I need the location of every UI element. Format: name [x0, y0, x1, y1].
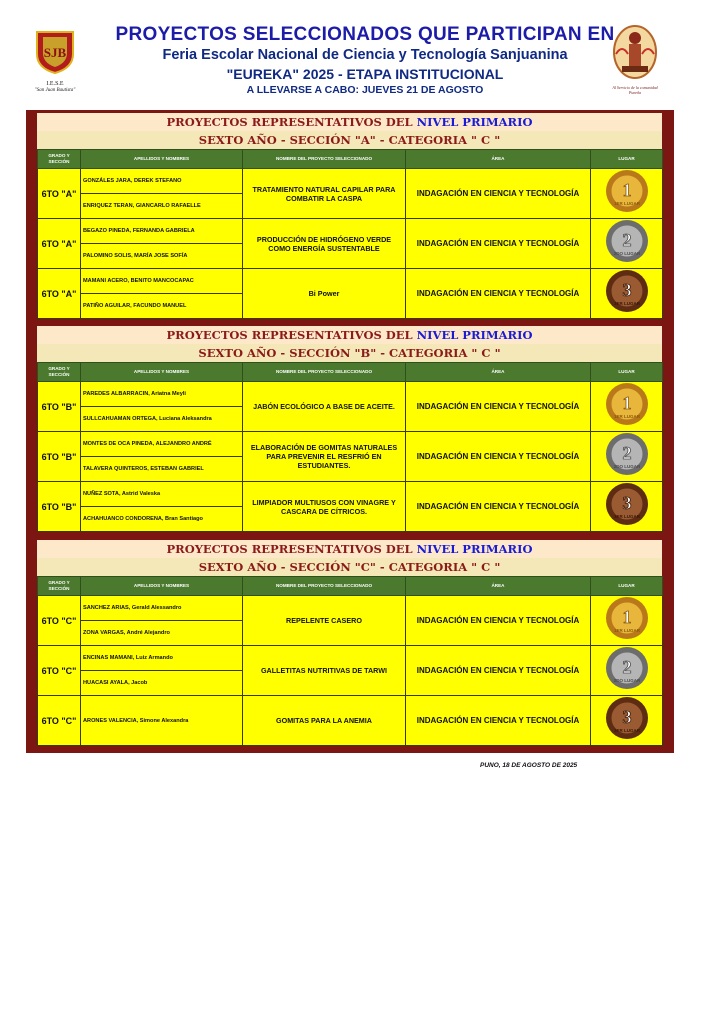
document-date: PUNO, 18 DE AGOSTO DE 2025	[480, 762, 578, 769]
place-cell	[591, 169, 663, 219]
project-name: GOMITAS PARA LA ANEMIA	[243, 696, 406, 746]
section-title-prefix: PROYECTOS REPRESENTATIVOS DEL	[166, 115, 413, 129]
grado-cell: 6TO "A"	[38, 169, 81, 219]
silver-medal-icon	[603, 219, 651, 263]
student-name: NUÑEZ SOTA, Astrid Valeska	[81, 482, 243, 507]
medal-number: 1	[622, 180, 631, 200]
section-subtitle: SEXTO AÑO - SECCIÓN "C" - CATEGORIA " C "	[37, 558, 662, 576]
project-name: GALLETITAS NUTRITIVAS DE TARWI	[243, 646, 406, 696]
place-cell	[591, 382, 663, 432]
student-name: SULLCAHUAMAN ORTEGA, Luciana Aleksandra	[81, 407, 243, 432]
section-title-highlight: NIVEL PRIMARIO	[416, 328, 533, 342]
section-subtitle: SEXTO AÑO - SECCIÓN "A" - CATEGORIA " C "	[37, 131, 662, 149]
student-name: ACHAHUANCO CONDORENA, Bran Santiago	[81, 507, 243, 532]
area-cell: INDAGACIÓN EN CIENCIA Y TECNOLOGÍA	[406, 382, 591, 432]
area-cell: INDAGACIÓN EN CIENCIA Y TECNOLOGÍA	[406, 219, 591, 269]
area-cell: INDAGACIÓN EN CIENCIA Y TECNOLOGÍA	[406, 432, 591, 482]
title-line-3: "EUREKA" 2025 - ETAPA INSTITUCIONAL	[226, 66, 504, 82]
student-name: ARONES VALENCIA, Simone Alexandra	[81, 696, 243, 746]
grado-cell: 6TO "B"	[38, 382, 81, 432]
medal-number: 3	[622, 493, 631, 513]
table-row	[38, 269, 663, 294]
anniversary-caption: Al Servicio de la comunidad Puneña	[612, 85, 658, 95]
grado-cell: 6TO "C"	[38, 596, 81, 646]
col-area: ÁREA	[406, 363, 591, 382]
area-cell: INDAGACIÓN EN CIENCIA Y TECNOLOGÍA	[406, 696, 591, 746]
logo-letters: SJB	[43, 45, 67, 60]
col-lugar: LUGAR	[591, 363, 663, 382]
col-proyecto: NOMBRE DEL PROYECTO SELECCIONADO	[243, 150, 406, 169]
area-cell: INDAGACIÓN EN CIENCIA Y TECNOLOGÍA	[406, 482, 591, 532]
table-header-row	[38, 363, 663, 382]
col-nombres: APELLIDOS Y NOMBRES	[81, 577, 243, 596]
section-title	[37, 540, 662, 558]
section-title-prefix: PROYECTOS REPRESENTATIVOS DEL	[166, 328, 413, 342]
col-lugar: LUGAR	[591, 150, 663, 169]
section-title-prefix: PROYECTOS REPRESENTATIVOS DEL	[166, 542, 413, 556]
student-name: PATIÑO AGUILAR, FACUNDO MANUEL	[81, 294, 243, 319]
table-row	[38, 219, 663, 244]
place-cell	[591, 646, 663, 696]
medal-number: 3	[622, 707, 631, 727]
table-row	[38, 596, 663, 621]
student-name: GONZÁLES JARA, DEREK STEFANO	[81, 169, 243, 194]
place-cell	[591, 219, 663, 269]
silver-medal-icon	[603, 646, 651, 690]
medal-number: 2	[622, 657, 631, 677]
gold-medal-icon	[603, 596, 651, 640]
col-lugar: LUGAR	[591, 577, 663, 596]
project-name: LIMPIADOR MULTIUSOS CON VINAGRE Y CASCARA DE CÍTRICOS.	[243, 482, 406, 532]
table-row	[38, 696, 663, 746]
grado-cell: 6TO "A"	[38, 219, 81, 269]
section-title	[37, 326, 662, 344]
medal-label: 3ER LUGAR	[613, 514, 640, 519]
logo-caption-2: "San Juan Bautista"	[34, 88, 76, 93]
project-name: PRODUCCIÓN DE HIDRÓGENO VERDE COMO ENERGÍA SUSTENTABLE	[243, 219, 406, 269]
results-table	[37, 576, 663, 746]
grado-cell: 6TO "B"	[38, 432, 81, 482]
medal-number: 1	[622, 393, 631, 413]
place-cell	[591, 269, 663, 319]
table-header-row	[38, 577, 663, 596]
table-row	[38, 646, 663, 671]
medal-label: 2DO LUGAR	[613, 251, 640, 256]
col-grado: GRADO Y SECCIÓN	[38, 363, 81, 382]
grado-cell: 6TO "C"	[38, 646, 81, 696]
section-c	[37, 540, 662, 746]
document-header	[0, 0, 724, 105]
section-title-highlight: NIVEL PRIMARIO	[416, 542, 533, 556]
shield-icon	[35, 28, 75, 74]
col-proyecto: NOMBRE DEL PROYECTO SELECCIONADO	[243, 363, 406, 382]
section-b	[37, 326, 662, 532]
student-name: PALOMINO SOLIS, MARÍA JOSE SOFÍA	[81, 244, 243, 269]
grado-cell: 6TO "B"	[38, 482, 81, 532]
student-name: MAMANI ACERO, BENITO MANCOCAPAC	[81, 269, 243, 294]
monument-icon	[612, 24, 658, 80]
col-grado: GRADO Y SECCIÓN	[38, 150, 81, 169]
project-name: TRATAMIENTO NATURAL CAPILAR PARA COMBATIR LA CASPA	[243, 169, 406, 219]
results-table	[37, 149, 663, 319]
area-cell: INDAGACIÓN EN CIENCIA Y TECNOLOGÍA	[406, 269, 591, 319]
section-a	[37, 113, 662, 319]
section-title-highlight: NIVEL PRIMARIO	[416, 115, 533, 129]
project-name: ELABORACIÓN DE GOMITAS NATURALES PARA PREVENIR EL RESFRIÓ EN ESTUDIANTES.	[243, 432, 406, 482]
col-nombres: APELLIDOS Y NOMBRES	[81, 363, 243, 382]
medal-number: 2	[622, 230, 631, 250]
medal-label: 1ER LUGAR	[613, 628, 640, 633]
student-name: TALAVERA QUINTEROS, ESTEBAN GABRIEL	[81, 457, 243, 482]
table-row	[38, 382, 663, 407]
student-name: SANCHEZ ARIAS, Gerald Alessandro	[81, 596, 243, 621]
table-row	[38, 169, 663, 194]
silver-medal-icon	[603, 432, 651, 476]
col-nombres: APELLIDOS Y NOMBRES	[81, 150, 243, 169]
medal-label: 2DO LUGAR	[613, 678, 640, 683]
title-line-2: Feria Escolar Nacional de Ciencia y Tecnología Sanjuanina	[162, 47, 568, 63]
place-cell	[591, 482, 663, 532]
area-cell: INDAGACIÓN EN CIENCIA Y TECNOLOGÍA	[406, 646, 591, 696]
title-line-4: A LLEVARSE A CABO: JUEVES 21 DE AGOSTO	[246, 84, 484, 96]
grado-cell: 6TO "C"	[38, 696, 81, 746]
student-name: PAREDES ALBARRACIN, Ariatna Meyli	[81, 382, 243, 407]
section-title	[37, 113, 662, 131]
anniversary-logo	[612, 24, 658, 95]
medal-label: 1ER LUGAR	[613, 414, 640, 419]
medal-label: 3ER LUGAR	[613, 728, 640, 733]
place-cell	[591, 432, 663, 482]
medal-number: 2	[622, 443, 631, 463]
school-logo	[30, 28, 80, 96]
student-name: MONTES DE OCA PINEDA, ALEJANDRO ANDRÉ	[81, 432, 243, 457]
title-line-1: PROYECTOS SELECCIONADOS QUE PARTICIPAN EN	[115, 24, 615, 45]
table-row	[38, 482, 663, 507]
place-cell	[591, 596, 663, 646]
medal-label: 3ER LUGAR	[613, 301, 640, 306]
col-area: ÁREA	[406, 150, 591, 169]
medal-label: 1ER LUGAR	[613, 201, 640, 206]
area-cell: INDAGACIÓN EN CIENCIA Y TECNOLOGÍA	[406, 596, 591, 646]
project-name: JABÓN ECOLÓGICO A BASE DE ACEITE.	[243, 382, 406, 432]
table-header-row	[38, 150, 663, 169]
area-cell: INDAGACIÓN EN CIENCIA Y TECNOLOGÍA	[406, 169, 591, 219]
medal-number: 1	[622, 607, 631, 627]
logo-caption-1: I.E.S.E	[46, 81, 64, 87]
medal-label: 2DO LUGAR	[613, 464, 640, 469]
bronze-medal-icon	[603, 269, 651, 313]
col-proyecto: NOMBRE DEL PROYECTO SELECCIONADO	[243, 577, 406, 596]
col-grado: GRADO Y SECCIÓN	[38, 577, 81, 596]
student-name: BEGAZO PINEDA, FERNANDA GABRIELA	[81, 219, 243, 244]
section-subtitle: SEXTO AÑO - SECCIÓN "B" - CATEGORIA " C "	[37, 344, 662, 362]
bronze-medal-icon	[603, 482, 651, 526]
gold-medal-icon	[603, 382, 651, 426]
gold-medal-icon	[603, 169, 651, 213]
table-row	[38, 432, 663, 457]
results-table	[37, 362, 663, 532]
student-name: HUACASI AYALA, Jacob	[81, 671, 243, 696]
student-name: ENRIQUEZ TERAN, GIANCARLO RAFAELLE	[81, 194, 243, 219]
student-name: ENCINAS MAMANI, Luiz Armando	[81, 646, 243, 671]
project-name: Bi Power	[243, 269, 406, 319]
grado-cell: 6TO "A"	[38, 269, 81, 319]
project-name: REPELENTE CASERO	[243, 596, 406, 646]
student-name: ZONA VARGAS, André Alejandro	[81, 621, 243, 646]
place-cell	[591, 696, 663, 746]
medal-number: 3	[622, 280, 631, 300]
col-area: ÁREA	[406, 577, 591, 596]
bronze-medal-icon	[603, 696, 651, 740]
